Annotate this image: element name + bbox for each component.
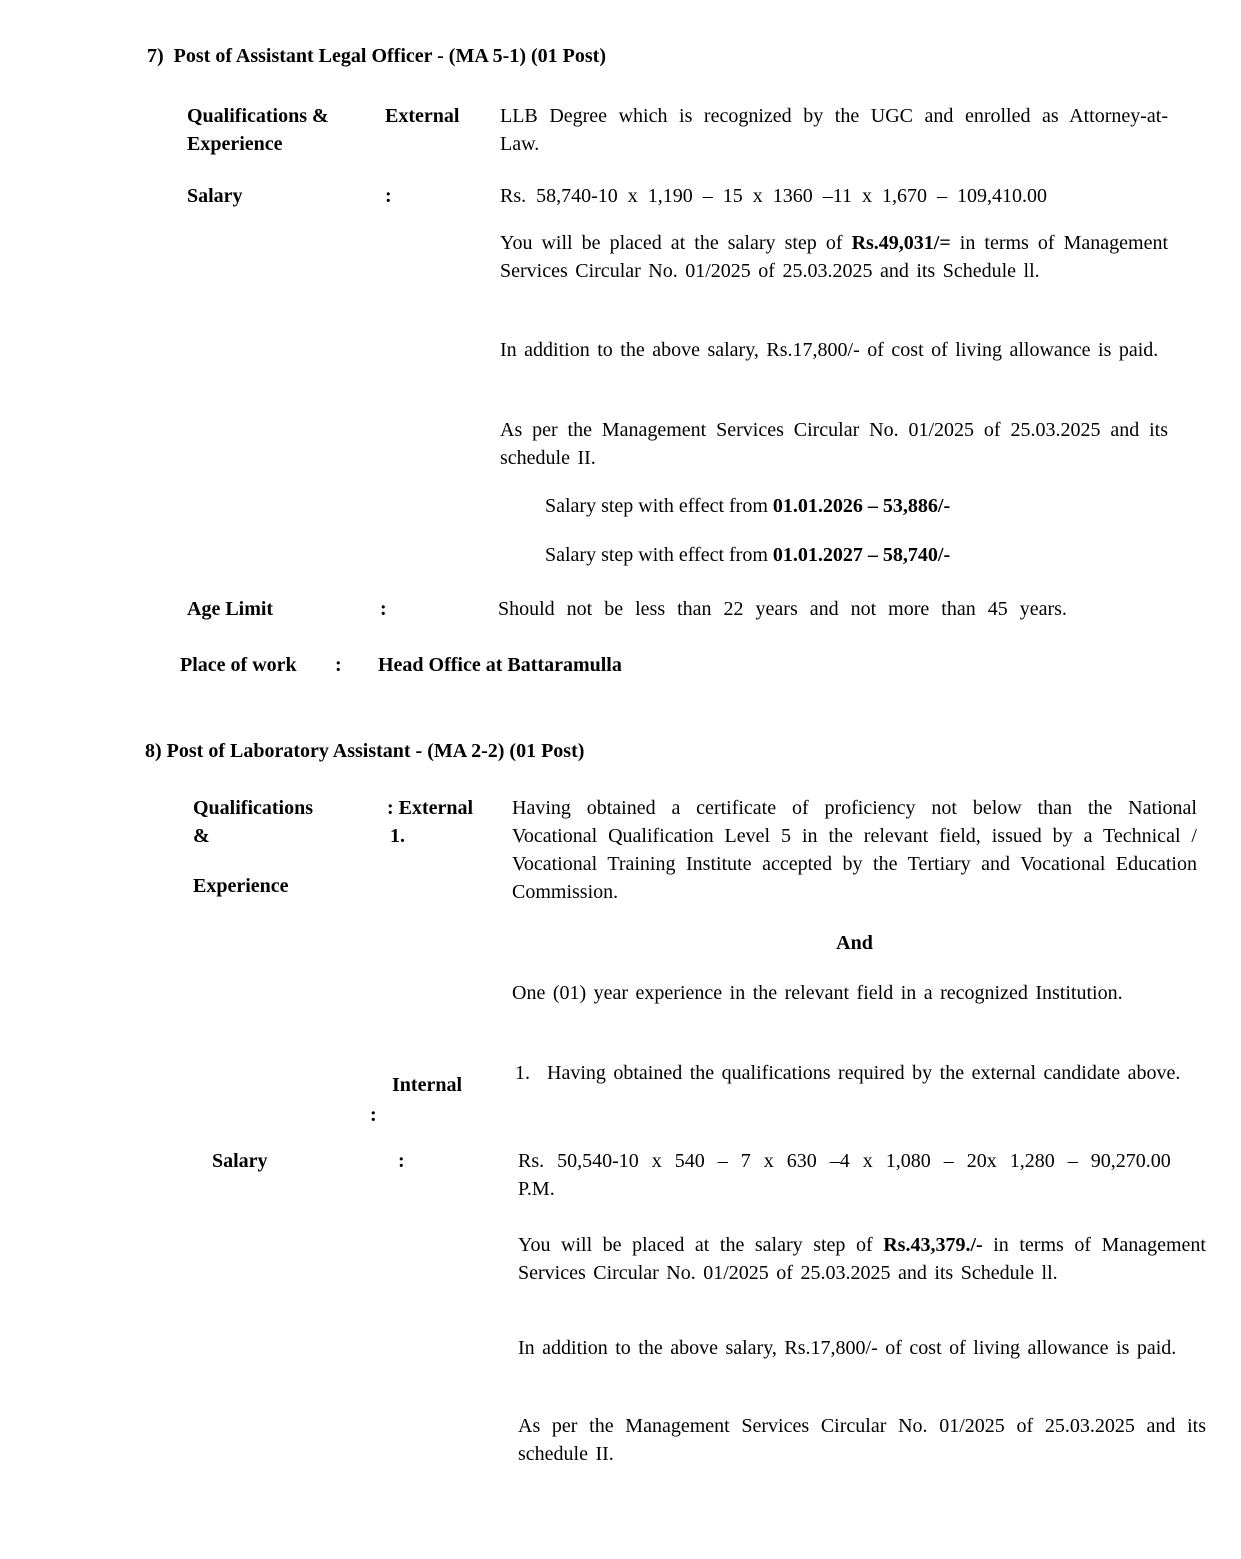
post-8-salary-placement	[518, 1231, 1206, 1287]
post-7-salary-step-2027	[545, 541, 950, 569]
post-8-internal-label: Internal	[392, 1074, 462, 1096]
post-8-heading: 8) Post of Laboratory Assistant - (MA 2-2) (01 Post)	[145, 740, 585, 762]
post-7-salary-colon: :	[385, 185, 392, 207]
step-value: 01.01.2026 – 53,886/-	[772, 495, 951, 517]
post-8-circular-note: As per the Management Services Circular No. 01/2025 of 25.03.2025 and its schedule II.	[518, 1415, 1206, 1465]
post-8-internal-qualification-item	[515, 1059, 1203, 1087]
post-8-salary-label: Salary	[212, 1150, 268, 1172]
placement-text: You will be placed at the salary step of	[518, 1234, 884, 1256]
post-7-heading: 7) Post of Assistant Legal Officer - (MA 5-1) (01 Post)	[147, 45, 606, 67]
post-7-salary-step-2026	[545, 492, 950, 520]
placement-text-cont: in terms of Management Services Circular No. 01/2025 of 25.03.2025 and its Schedule ll.	[518, 1234, 1206, 1284]
post-7-place-of-work-colon: :	[335, 654, 342, 676]
post-7-salary-placement	[500, 229, 1168, 285]
post-8-internal-colon: :	[370, 1104, 377, 1126]
post-8-experience-text: One (01) year experience in the relevant field in a recognized Institution.	[512, 982, 1123, 1004]
post-8-cost-of-living-note: In addition to the above salary, Rs.17,800/- of cost of living allowance is paid.	[518, 1337, 1177, 1359]
post-7-age-limit-colon: :	[380, 598, 387, 620]
post-8-qualifications-label-line3: Experience	[193, 875, 289, 897]
post-7-salary-label: Salary	[187, 185, 243, 207]
step-text: Salary step with effect from	[545, 495, 773, 517]
post-8-external-qualification-text: Having obtained a certificate of proficiency not below than the National Vocational Qualification Level 5 in the relevant field, issued by a Technical / Vocational Training Institute accepted by the Tertiary and Vocational Education Commission.	[512, 797, 1197, 903]
post-7-age-limit-label: Age Limit	[187, 598, 274, 620]
list-item-number: 1.	[515, 1062, 530, 1084]
post-7-cost-of-living-note: In addition to the above salary, Rs.17,800/- of cost of living allowance is paid.	[500, 339, 1159, 361]
placement-amount: Rs.43,379./-	[883, 1234, 983, 1256]
post-8-salary-scale-line2: P.M.	[518, 1178, 555, 1200]
post-7-qualifications-text: LLB Degree which is recognized by the UGC and enrolled as Attorney-at- Law.	[500, 105, 1168, 155]
list-item-text: Having obtained the qualifications required by the external candidate above.	[547, 1062, 1181, 1084]
post-7-qualifications-label: Qualifications & Experience	[187, 105, 329, 155]
placement-text-cont: in terms of Management Services Circular No. 01/2025 of 25.03.2025 and its Schedule ll.	[500, 232, 1168, 282]
placement-amount: Rs.49,031/=	[851, 232, 951, 254]
post-7-place-of-work-label: Place of work	[180, 654, 297, 676]
post-8-qualifications-label-line1: Qualifications	[193, 797, 314, 819]
post-8-and-connector: And	[836, 932, 873, 954]
post-8-qualifications-label-line2: &	[193, 825, 210, 847]
placement-text: You will be placed at the salary step of	[500, 232, 852, 254]
post-7-salary-scale: Rs. 58,740-10 x 1,190 – 15 x 1360 –11 x 1,670 – 109,410.00	[500, 185, 1048, 207]
post-8-salary-scale-line1: Rs. 50,540-10 x 540 – 7 x 630 –4 x 1,080 – 20x 1,280 – 90,270.00	[518, 1150, 1171, 1172]
post-8-external-item-number: 1.	[390, 825, 405, 847]
step-value: 01.01.2027 – 58,740/-	[772, 544, 951, 566]
post-7-age-limit-text: Should not be less than 22 years and not more than 45 years.	[498, 598, 1067, 620]
post-7-candidate-type: External	[385, 105, 460, 127]
post-7-place-of-work-text: Head Office at Battaramulla	[378, 654, 622, 676]
post-8-salary-colon: :	[398, 1150, 405, 1172]
post-8-external-label: : External	[387, 797, 474, 819]
post-7-circular-note: As per the Management Services Circular No. 01/2025 of 25.03.2025 and its schedule II.	[500, 419, 1168, 469]
step-text: Salary step with effect from	[545, 544, 773, 566]
